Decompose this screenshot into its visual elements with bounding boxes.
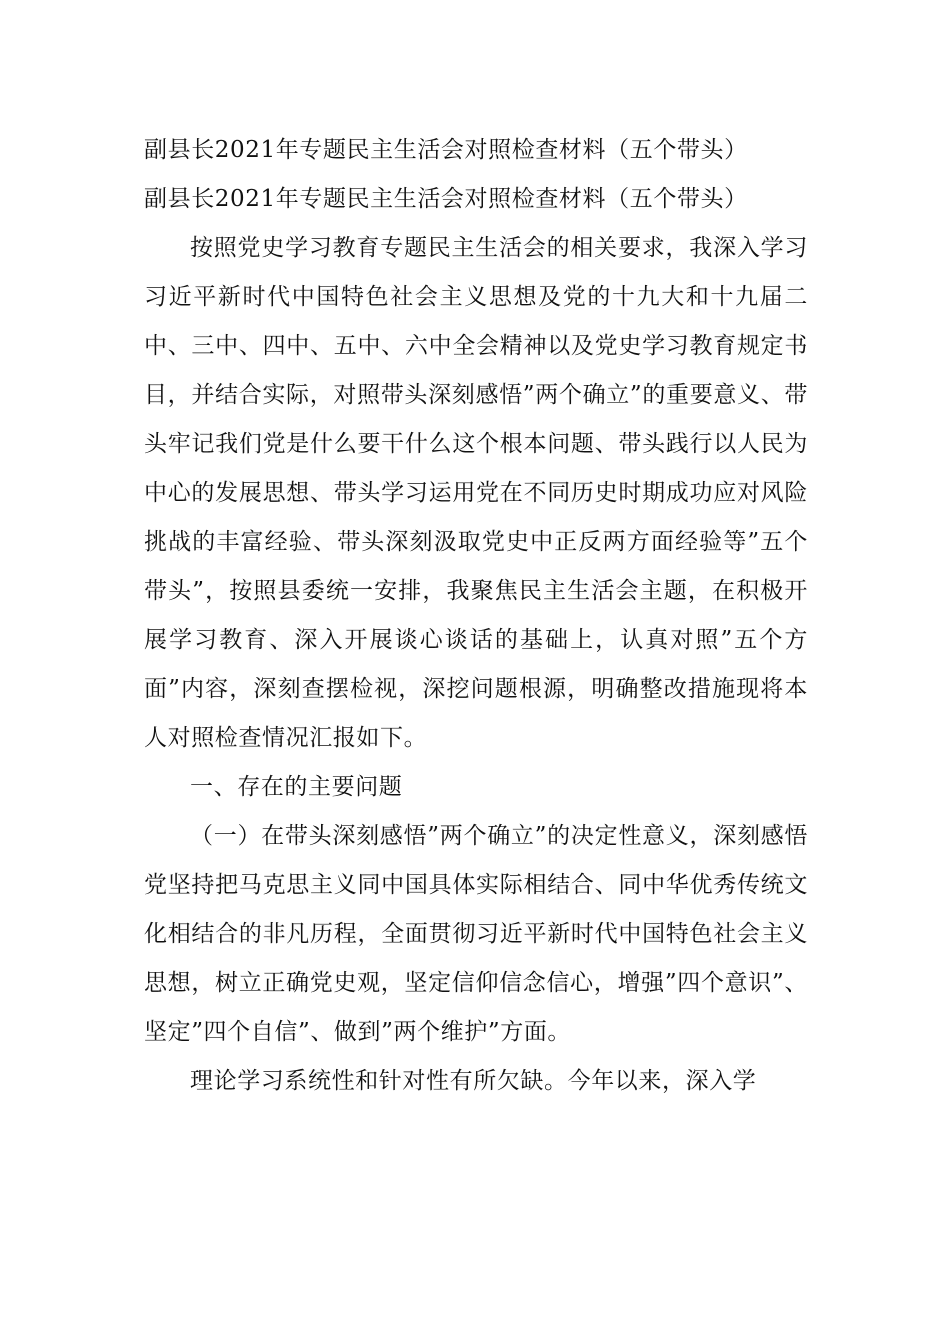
subsection-paragraph: （一）在带头深刻感悟”两个确立”的决定性意义，深刻感悟党坚持把马克思主义同中国具体实际相结合、同中华优秀传统文化相结合的非凡历程，全面贯彻习近平新时代中国特色社会主义思想，树立正确党史观，坚定信仰信念信心，增强”四个意识”、坚定”四个自信”、做到”两个维护”方面。 [144, 823, 808, 1045]
section-heading: 一、存在的主要问题 [190, 774, 403, 800]
last-paragraph: 理论学习系统性和针对性有所欠缺。今年以来，深入学 [190, 1068, 757, 1094]
document-title-line-2: 副县长2021年专题民主生活会对照检查材料（五个带头） [144, 186, 748, 212]
intro-paragraph: 按照党史学习教育专题民主生活会的相关要求，我深入学习习近平新时代中国特色社会主义思想及党的十九大和十九届二中、三中、四中、五中、六中全会精神以及党史学习教育规定书目，并结合实际，对照带头深刻感悟”两个确立”的重要意义、带头牢记我们党是什么要干什么这个根本问题、带头践行以人民为中心的发展思想、带头学习运用党在不同历史时期成功应对风险挑战的丰富经验、带头深刻汲取党史中正反两方面经验等”五个带头”，按照县委统一安排，我聚焦民主生活会主题，在积极开展学习教育、深入开展谈心谈话的基础上，认真对照”五个方面”内容，深刻查摆检视，深挖问题根源，明确整改措施现将本人对照检查情况汇报如下。 [144, 235, 808, 751]
document-body [144, 126, 808, 1106]
document-title-line-1: 副县长2021年专题民主生活会对照检查材料（五个带头） [144, 137, 748, 163]
